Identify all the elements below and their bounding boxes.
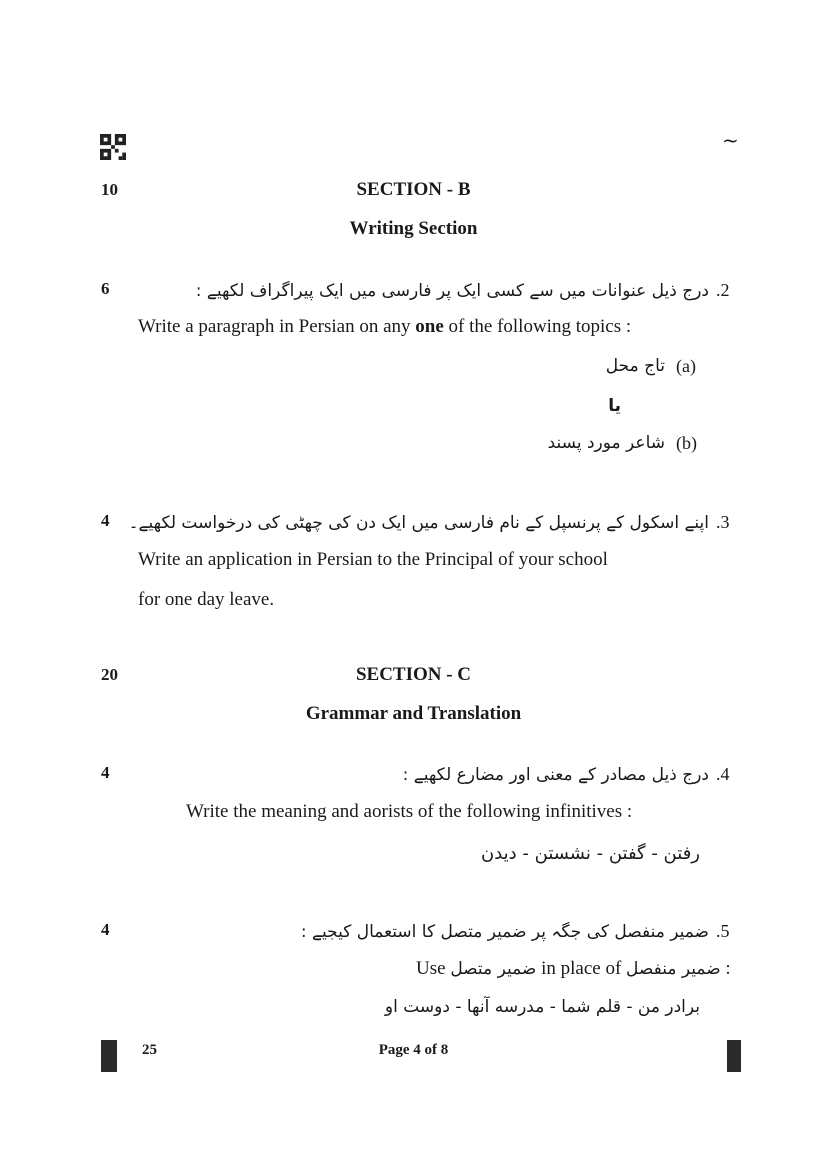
q5-marks: 4	[101, 920, 110, 939]
q5-in-place-of: in place of	[541, 958, 622, 979]
section-c-marks: 20	[101, 665, 118, 684]
q4-urdu-text: درج ذیل مصادر کے معنی اور مضارع لکھیے :	[402, 765, 709, 785]
q5-colon: :	[725, 958, 731, 979]
q5-urdu-term-1: ضمیر متصل	[450, 959, 537, 979]
q2-option-a-text: تاج محل	[605, 356, 665, 376]
section-b-subtitle: Writing Section	[349, 218, 478, 239]
page-number: Page 4 of 8	[378, 1042, 449, 1058]
corner-mark: ~	[722, 128, 739, 152]
q2-option-b-text: شاعر مورد پسند	[547, 433, 665, 453]
q3-urdu-text: اپنے اسکول کے پرنسپل کے نام فارسی میں ایک دن کی چھٹی کی درخواست لکھیے۔	[128, 513, 709, 533]
q2-urdu-text: درج ذیل عنوانات میں سے کسی ایک پر فارسی میں ایک پیراگراف لکھیے :	[195, 281, 709, 301]
q2-option-b-label: (b)	[676, 433, 697, 453]
section-c-title: SECTION - C	[355, 664, 472, 685]
section-b-title: SECTION - B	[356, 179, 471, 200]
q2-or-text: یا	[608, 396, 621, 416]
q2-option-a-label: (a)	[676, 356, 696, 376]
q4-english-text: Write the meaning and aorists of the following infinitives :	[186, 801, 633, 822]
footer-code: 25	[142, 1042, 157, 1058]
q2-marks: 6	[101, 279, 110, 298]
qr-code-icon	[100, 134, 126, 160]
section-b-marks: 10	[101, 180, 118, 199]
q5-number: .5	[716, 921, 730, 941]
q5-urdu-text: ضمیر منفصل کی جگہ پر ضمیر متصل کا استعمال کیجیے :	[300, 922, 709, 942]
q5-use-line	[416, 958, 731, 980]
q5-urdu-term-2: ضمیر منفصل	[626, 959, 721, 979]
q5-words: برادر من - قلم شما - مدرسه آنها - دوست او	[384, 997, 700, 1017]
q3-english-line-1: Write an application in Persian to the Principal of your school	[138, 549, 608, 570]
q3-marks: 4	[101, 511, 110, 530]
q4-words: رفتن - گفتن - نشستن - دیدن	[480, 843, 700, 864]
section-c-subtitle: Grammar and Translation	[305, 703, 522, 724]
q4-number: .4	[716, 764, 730, 784]
q4-marks: 4	[101, 763, 110, 782]
footer-right-bar	[727, 1040, 741, 1072]
q2-english-text: Write a paragraph in Persian on any one of the following topics :	[138, 316, 632, 337]
q2-number: .2	[716, 280, 730, 300]
q3-english-line-2: for one day leave.	[138, 589, 275, 610]
q5-use-label: Use	[416, 958, 446, 979]
q3-number: .3	[716, 512, 730, 532]
